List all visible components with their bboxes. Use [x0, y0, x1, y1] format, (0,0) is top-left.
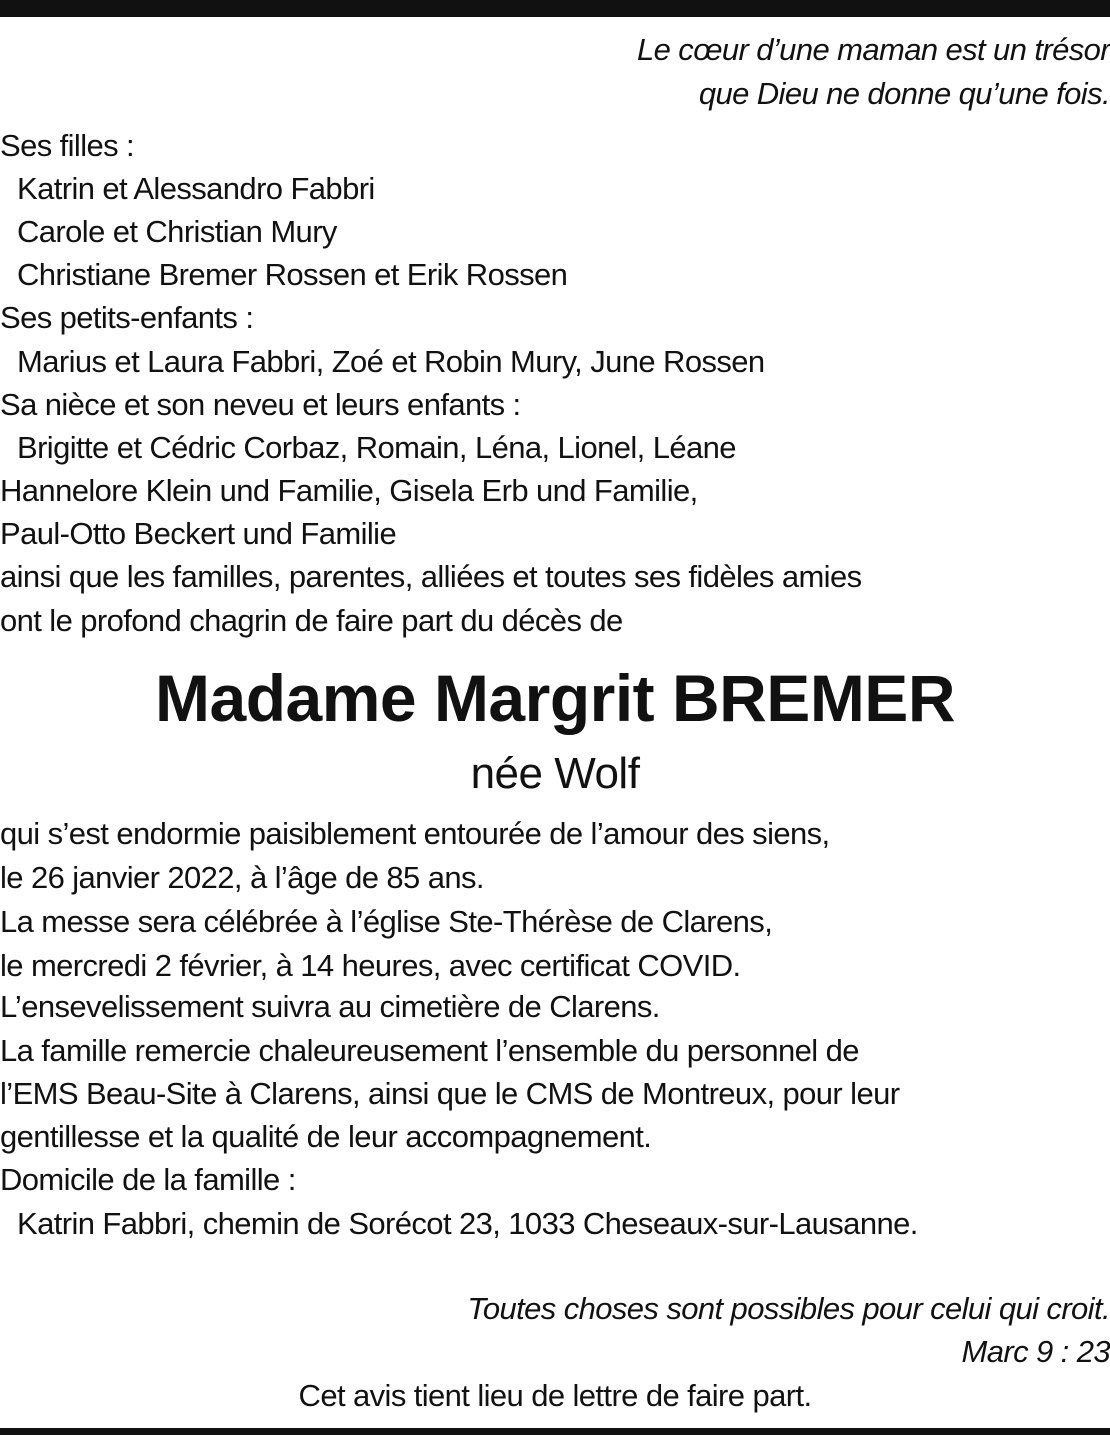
body-line: l’EMS Beau-Site à Clarens, ainsi que le CMS de Montreux, pour leur	[0, 1076, 900, 1111]
quote-bottom-reference: Marc 9 : 23	[961, 1334, 1110, 1369]
deceased-name: Madame Margrit BREMER	[155, 661, 955, 735]
quote-top-line1: Le cœur d’une maman est un trésor	[637, 32, 1110, 67]
body-line: le mercredi 2 février, à 14 heures, avec certificat COVID.	[0, 948, 741, 983]
body-line: L’ensevelissement suivra au cimetière de Clarens.	[0, 989, 660, 1024]
body-line: Domicile de la famille :	[0, 1162, 296, 1197]
closing-line2: ont le profond chagrin de faire part du décès de	[0, 603, 623, 638]
footer-notice: Cet avis tient lieu de lettre de faire part.	[298, 1378, 812, 1413]
daughters-label: Ses filles :	[0, 128, 135, 163]
body-line: La messe sera célébrée à l’église Ste-Thérèse de Clarens,	[0, 904, 773, 939]
niece-label: Sa nièce et son neveu et leurs enfants :	[0, 387, 521, 422]
body-line: La famille remercie chaleureusement l’ensemble du personnel de	[0, 1033, 859, 1068]
quote-top-line2: que Dieu ne donne qu’une fois.	[698, 76, 1110, 111]
body-line: le 26 janvier 2022, à l’âge de 85 ans.	[0, 860, 484, 895]
deceased-maiden-name: née Wolf	[470, 749, 640, 798]
top-rule	[0, 0, 1110, 17]
niece-list: Brigitte et Cédric Corbaz, Romain, Léna, Lionel, Léane	[17, 430, 736, 465]
daughter-entry: Christiane Bremer Rossen et Erik Rossen	[17, 257, 568, 292]
quote-bottom-text: Toutes choses sont possibles pour celui qui croit.	[467, 1291, 1110, 1326]
bottom-rule	[0, 1428, 1110, 1435]
body-line: qui s’est endormie paisiblement entourée de l’amour des siens,	[0, 816, 830, 851]
other-relatives-line1: Hannelore Klein und Familie, Gisela Erb und Familie,	[0, 473, 698, 508]
daughter-entry: Katrin et Alessandro Fabbri	[17, 171, 375, 206]
grandchildren-label: Ses petits-enfants :	[0, 300, 254, 335]
grandchildren-list: Marius et Laura Fabbri, Zoé et Robin Mury, June Rossen	[17, 344, 765, 379]
body-line: gentillesse et la qualité de leur accompagnement.	[0, 1119, 652, 1154]
family-address: Katrin Fabbri, chemin de Sorécot 23, 1033 Cheseaux-sur-Lausanne.	[17, 1206, 918, 1241]
other-relatives-line2: Paul-Otto Beckert und Familie	[0, 516, 397, 551]
daughter-entry: Carole et Christian Mury	[17, 214, 337, 249]
closing-line1: ainsi que les familles, parentes, alliées et toutes ses fidèles amies	[0, 559, 862, 594]
